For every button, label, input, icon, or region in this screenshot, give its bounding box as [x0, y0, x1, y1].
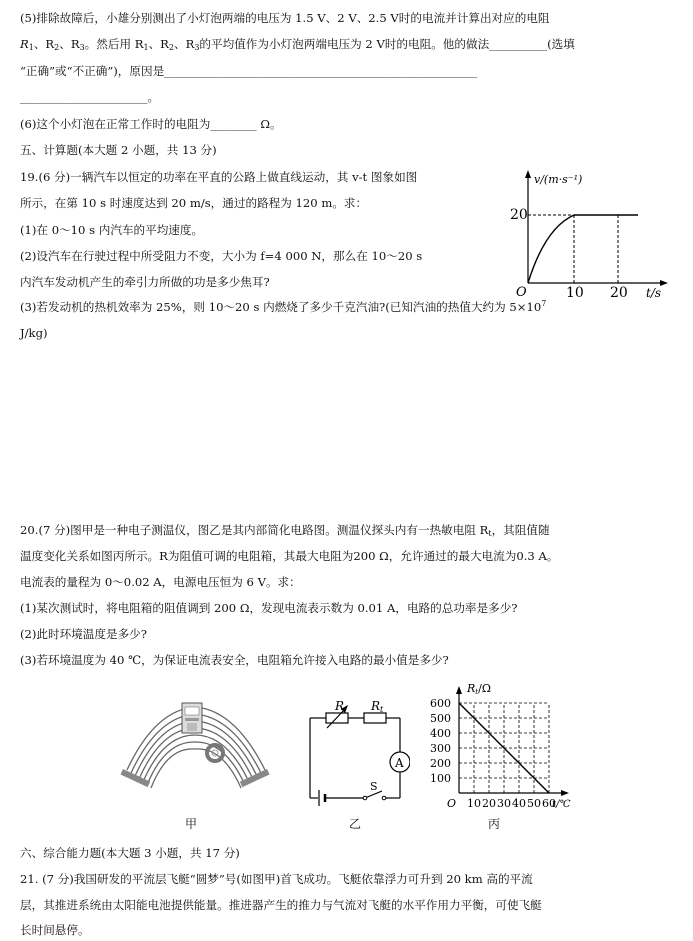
- rt-ytick-label: 300: [430, 742, 451, 755]
- q20-sub1: (1)某次测试时，将电阻箱的阻值调到 200 Ω，发现电流表示数为 0.01 A，电路的总功率是多少?: [20, 601, 518, 615]
- rt-xtick-label: 10: [467, 797, 481, 810]
- rt-ylabel: Rt/Ω: [467, 683, 491, 696]
- rt-ytick-label: 100: [430, 772, 451, 785]
- part5-line1: (5)排除故障后，小雄分别测出了小灯泡两端的电压为 1.5 V、2 V、2.5 V时的电流并计算出对应的电阻: [20, 11, 550, 25]
- q21-line1: 21. (7 分)我国研发的平流层飞艇“圆梦”号(如图甲)首飞成功。飞艇依靠浮力可升到 20 km 高的平流: [20, 872, 533, 886]
- rt-origin: O: [447, 797, 457, 810]
- figure-jia-caption: 甲: [185, 817, 198, 831]
- q20-sub2: (2)此时环境温度是多少?: [20, 627, 147, 641]
- part5-line4: ______________________。: [20, 90, 160, 104]
- part5-line2: $R_1$、$R_2$、$R_3$。然后用 $R_1$、$R_2$、$R_3$的平均值作为小灯泡两端电压为 2 V时的电阻。他的做法__________(选填: [20, 37, 575, 52]
- vt-origin: O: [516, 285, 527, 298]
- q19-line2: 所示，在第 10 s 时速度达到 20 m/s，通过的路程为 120 m。求：: [20, 196, 368, 210]
- part5-line3: “正确”或“不正确”)，原因是______________________________________________________: [20, 64, 478, 78]
- vt-ylabel: v/(m·s⁻¹): [534, 173, 583, 186]
- rt-xtick-label: 30: [497, 797, 511, 810]
- rt-xtick-label: 40: [512, 797, 526, 810]
- thermometer-device-picture: [115, 695, 275, 805]
- circuit-rt-label: Rt: [371, 700, 384, 714]
- q20-line3: 电流表的量程为 0～0.02 A，电源电压恒为 6 V。求：: [20, 575, 301, 589]
- q19-line1: 19.(6 分)一辆汽车以恒定的功率在平直的公路上做直线运动，其 v-t 图象如图: [20, 170, 418, 184]
- vt-ytick-20: 20: [510, 207, 528, 223]
- circuit-diagram: [300, 700, 410, 810]
- q20-line2: 温度变化关系如图丙所示。R为阻值可调的电阻箱，其最大电阻为200 Ω，允许通过的最大电流为0.3 A。: [20, 549, 559, 563]
- ammeter-label: A: [395, 756, 404, 770]
- vt-xlabel: t/s: [646, 286, 662, 298]
- part6-line: (6)这个小灯泡在正常工作时的电阻为________ Ω。: [20, 117, 282, 131]
- section6-heading: 六、综合能力题(本大题 3 小题，共 17 分): [20, 846, 240, 860]
- q19-sub2-line2: 内汽车发动机产生的牵引力所做的功是多少焦耳?: [20, 275, 270, 289]
- rt-temperature-graph: [425, 683, 590, 813]
- vt-graph: [510, 168, 670, 298]
- rt-xtick-label: 20: [482, 797, 496, 810]
- q19-sub3-line1: (3)若发动机的热机效率为 25%，则 10～20 s 内燃烧了多少千克汽油?(已知汽油的热值大约为 $5\times 10^7$: [20, 299, 547, 314]
- vt-xtick-20: 20: [610, 285, 628, 298]
- q21-line2: 层，其推进系统由太阳能电池提供能量。推进器产生的推力与气流对飞艇的水平作用力平衡，可使飞艇: [20, 898, 542, 912]
- rt-ytick-label: 400: [430, 727, 451, 740]
- rt-xtick-label: 60: [542, 797, 556, 810]
- q20-line1: 20.(7 分)图甲是一种电子测温仪，图乙是其内部简化电路图。测温仪探头内有一热敏电阻 $R_t$，其阻值随: [20, 523, 550, 538]
- rt-ytick-label: 500: [430, 712, 451, 725]
- circuit-r-label: R: [335, 700, 345, 713]
- q19-sub1: (1)在 0～10 s 内汽车的平均速度。: [20, 223, 204, 237]
- q19-sub2-line1: (2)设汽车在行驶过程中所受阻力不变，大小为 f=4 000 N，那么在 10～20 s: [20, 249, 423, 263]
- vt-xtick-10: 10: [566, 285, 584, 298]
- rt-xtick-label: 50: [527, 797, 541, 810]
- q20-sub3: (3)若环境温度为 40 ℃，为保证电流表安全，电阻箱允许接入电路的最小值是多少?: [20, 653, 449, 667]
- q19-sub3-line2: J/kg): [20, 326, 48, 340]
- figure-bing-caption: 丙: [488, 817, 501, 831]
- rt-ytick-label: 200: [430, 757, 451, 770]
- q21-line3: 长时间悬停。: [20, 923, 90, 937]
- figure-yi-caption: 乙: [349, 817, 362, 831]
- rt-ytick-label: 600: [430, 697, 451, 710]
- switch-label: S: [370, 780, 378, 793]
- section5-heading: 五、计算题(本大题 2 小题，共 13 分): [20, 143, 217, 157]
- rt-xlabel: t/℃: [552, 799, 571, 810]
